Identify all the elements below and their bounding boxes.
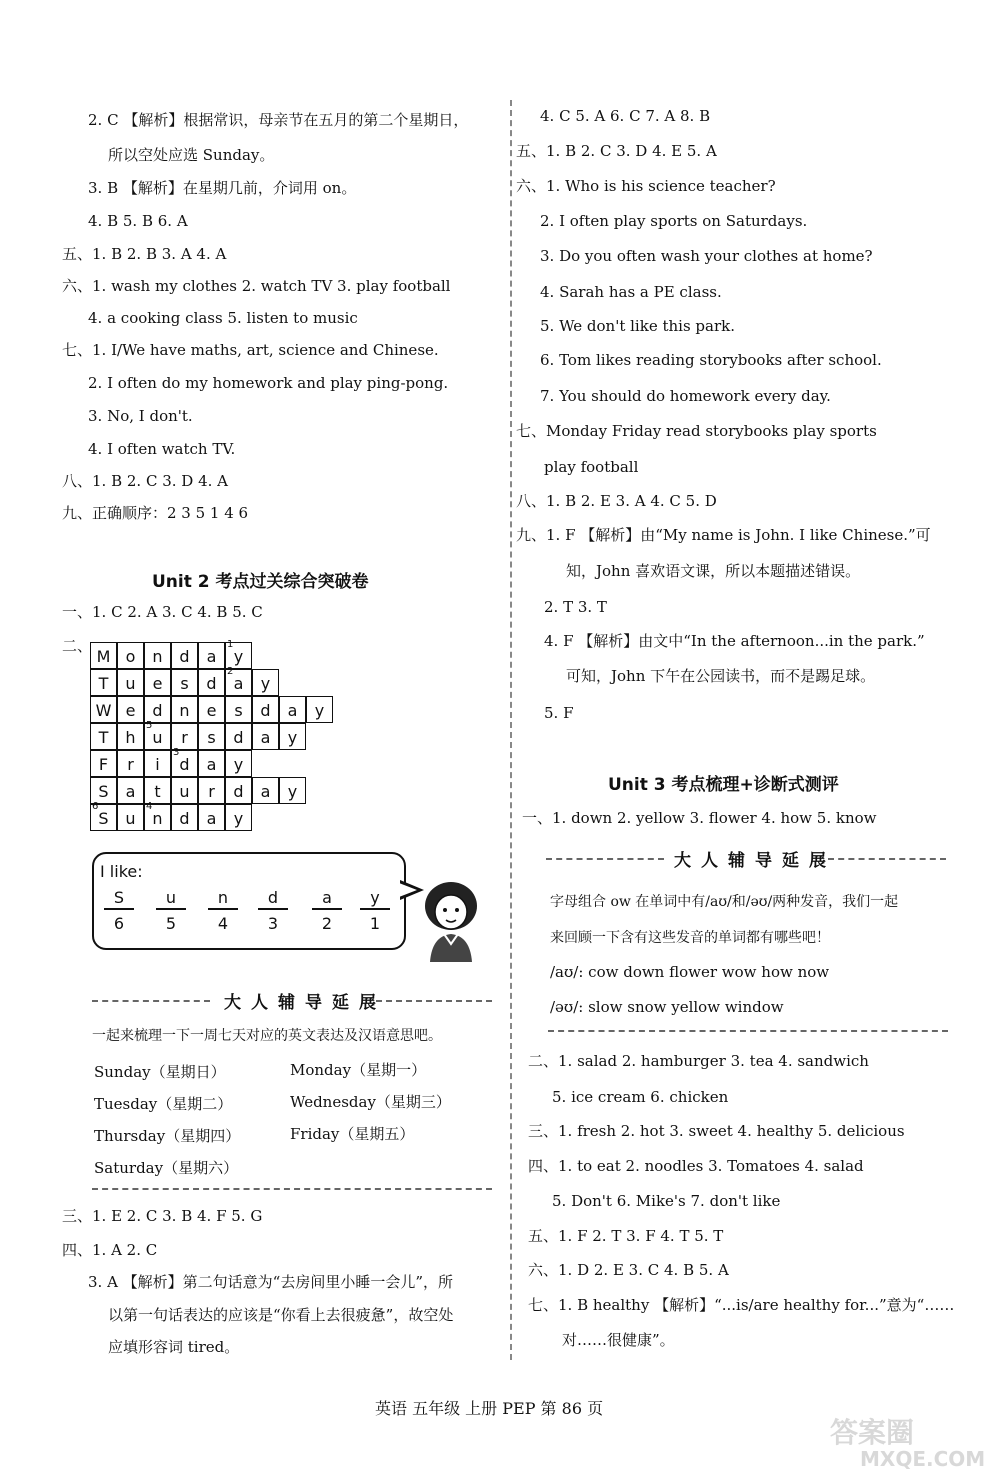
crossword-cell xyxy=(90,723,117,750)
bubble-letter: a xyxy=(312,888,342,910)
crossword-cell xyxy=(225,639,252,669)
answer-line: 八、1. B 2. C 3. D 4. A xyxy=(62,472,228,490)
crossword-cell xyxy=(117,696,144,723)
crossword-cell xyxy=(225,696,252,723)
cell-letter: y xyxy=(287,782,298,801)
extension-text: 字母组合 ow 在单词中有/aʊ/和/əʊ/两种发音，我们一起 xyxy=(550,894,899,910)
cell-letter: d xyxy=(233,782,244,801)
cell-number: 5 xyxy=(146,720,153,731)
answer-line: 5. ice cream 6. chicken xyxy=(552,1088,729,1106)
answer-line: 4. B 5. B 6. A xyxy=(88,212,188,230)
cell-letter: d xyxy=(260,701,271,720)
crossword-cell xyxy=(171,804,198,831)
cell-letter: a xyxy=(233,674,244,693)
crossword-cell xyxy=(225,750,252,777)
cell-letter: r xyxy=(208,782,215,801)
cell-letter: F xyxy=(98,755,109,774)
crossword-cell xyxy=(144,696,171,723)
crossword-cell xyxy=(90,777,117,804)
crossword-cell xyxy=(252,723,279,750)
crossword-cell xyxy=(117,750,144,777)
page-footer: 英语 五年级 上册 PEP 第 86 页 xyxy=(375,1399,604,1418)
cell-letter: S xyxy=(98,809,109,828)
cell-letter: S xyxy=(98,782,109,801)
cell-letter: a xyxy=(206,647,217,666)
answer-line: 二、1. salad 2. hamburger 3. tea 4. sandwich xyxy=(528,1052,869,1070)
day-item: Monday（星期一） xyxy=(290,1061,427,1079)
answer-line: 4. F 【解析】由文中“In the afternoon...in the park.” xyxy=(544,632,925,650)
crossword-cell xyxy=(144,777,171,804)
answer-line: 一、1. C 2. A 3. C 4. B 5. C xyxy=(62,603,263,621)
cell-letter: y xyxy=(287,728,298,747)
crossword-cell xyxy=(117,804,144,831)
cell-letter: y xyxy=(260,674,271,693)
cell-letter: u xyxy=(125,674,136,693)
svg-text:答案圈: 答案圈 xyxy=(830,1416,915,1449)
extension-header xyxy=(92,988,492,1014)
day-item: Wednesday（星期三） xyxy=(290,1093,451,1111)
crossword-cell xyxy=(171,669,198,696)
crossword-cell xyxy=(279,696,306,723)
answer-line: 3. No, I don't. xyxy=(88,407,193,425)
crossword-cell xyxy=(144,750,171,777)
cell-letter: y xyxy=(314,701,325,720)
cell-letter: r xyxy=(181,728,188,747)
bubble-title: I like: xyxy=(100,862,143,881)
cell-letter: y xyxy=(233,647,244,666)
crossword-cell xyxy=(198,669,225,696)
extension-title: 大人辅导延展 xyxy=(224,993,386,1013)
answer-line: 六、1. wash my clothes 2. watch TV 3. play football xyxy=(62,277,451,295)
crossword-cell xyxy=(225,666,252,696)
answer-line: 4. C 5. A 6. C 7. A 8. B xyxy=(540,107,711,125)
crossword-cell xyxy=(252,696,279,723)
crossword-cell xyxy=(171,777,198,804)
crossword-cell xyxy=(90,750,117,777)
crossword-cell xyxy=(306,696,333,723)
answer-line: 七、Monday Friday read storybooks play sports xyxy=(516,422,877,440)
crossword-cell xyxy=(279,723,306,750)
answer-line: 六、1. D 2. E 3. C 4. B 5. A xyxy=(528,1261,729,1279)
answer-line: 对……很健康”。 xyxy=(562,1331,675,1349)
cell-number: 2 xyxy=(227,666,234,677)
answer-line: 5. Don't 6. Mike's 7. don't like xyxy=(552,1192,781,1210)
bubble-letter: S xyxy=(104,888,134,910)
day-item: Sunday（星期日） xyxy=(94,1063,226,1081)
bubble-number: 6 xyxy=(113,914,125,933)
crossword-cell xyxy=(225,723,252,750)
crossword-cell xyxy=(198,750,225,777)
bubble-number: 5 xyxy=(165,914,177,933)
answer-line: 七、1. B healthy 【解析】“...is/are healthy for...”意为“…… xyxy=(528,1296,955,1314)
crossword-cell xyxy=(198,642,225,669)
cell-letter: T xyxy=(98,674,109,693)
cell-letter: T xyxy=(98,728,109,747)
cell-letter: d xyxy=(152,701,163,720)
bubble-number: 4 xyxy=(217,914,229,933)
answer-line: 五、1. B 2. B 3. A 4. A xyxy=(62,245,227,263)
cell-letter: n xyxy=(152,647,163,666)
cell-letter: u xyxy=(179,782,190,801)
cell-letter: u xyxy=(152,728,163,747)
dashed-rule xyxy=(828,858,946,860)
child-avatar-icon xyxy=(420,880,482,962)
extension-text: 来回顾一下含有这些发音的单词都有哪些吧！ xyxy=(550,930,830,946)
answer-line: 所以空处应选 Sunday。 xyxy=(108,146,275,164)
answer-line: 2. I often do my homework and play ping-pong. xyxy=(88,374,449,392)
cell-letter: a xyxy=(260,728,271,747)
crossword-cell xyxy=(171,696,198,723)
crossword-cell xyxy=(117,642,144,669)
cell-letter: n xyxy=(179,701,190,720)
answer-line: 5. F xyxy=(544,704,574,722)
crossword-cell xyxy=(144,669,171,696)
dashed-rule xyxy=(376,1000,492,1002)
answer-line: 2. C 【解析】根据常识，母亲节在五月的第二个星期日， xyxy=(88,111,469,129)
crossword-cell xyxy=(90,669,117,696)
answer-line: 四、1. A 2. C xyxy=(62,1241,158,1259)
cell-letter: e xyxy=(125,701,136,720)
crossword-cell xyxy=(279,777,306,804)
cell-letter: y xyxy=(233,755,244,774)
dashed-rule xyxy=(546,858,664,860)
cell-letter: d xyxy=(206,674,217,693)
crossword-cell xyxy=(225,804,252,831)
cell-letter: t xyxy=(154,782,161,801)
answer-line: 4. Sarah has a PE class. xyxy=(540,283,722,301)
cell-letter: o xyxy=(125,647,136,666)
cell-number: 1 xyxy=(227,639,234,650)
cell-letter: d xyxy=(179,809,190,828)
answer-line: 5. We don't like this park. xyxy=(540,317,735,335)
crossword-cell xyxy=(198,723,225,750)
cell-letter: d xyxy=(179,647,190,666)
crossword-cell xyxy=(171,723,198,750)
crossword-cell xyxy=(90,696,117,723)
answer-line: 九、1. F 【解析】由“My name is John. I like Chinese.”可 xyxy=(516,526,931,544)
answer-line: 九、正确顺序：2 3 5 1 4 6 xyxy=(62,504,249,522)
cell-letter: n xyxy=(152,809,163,828)
bubble-letter-slot xyxy=(258,888,288,934)
bubble-number: 1 xyxy=(369,914,381,933)
bubble-letter-slot xyxy=(208,888,238,934)
extension-text: /əʊ/: slow snow yellow window xyxy=(550,998,784,1016)
unit-2-title: Unit 2 考点过关综合突破卷 xyxy=(152,572,369,592)
cell-letter: r xyxy=(127,755,134,774)
svg-text:MXQE.COM: MXQE.COM xyxy=(860,1447,986,1470)
extension-intro: 一起来梳理一下一周七天对应的英文表达及汉语意思吧。 xyxy=(92,1028,442,1044)
crossword-cell xyxy=(225,777,252,804)
cell-letter: y xyxy=(233,809,244,828)
cell-letter: d xyxy=(233,728,244,747)
answer-line: 五、1. B 2. C 3. D 4. E 5. A xyxy=(516,142,717,160)
cell-letter: a xyxy=(206,809,217,828)
cell-letter: d xyxy=(179,755,190,774)
day-item: Thursday（星期四） xyxy=(94,1127,241,1145)
answer-line: 4. a cooking class 5. listen to music xyxy=(88,309,358,327)
cell-letter: i xyxy=(155,755,160,774)
cell-letter: h xyxy=(125,728,136,747)
bubble-letter: d xyxy=(258,888,288,910)
answer-line: 2. T 3. T xyxy=(544,598,607,616)
bubble-letter-slot xyxy=(312,888,342,934)
crossword-cell xyxy=(144,720,171,750)
crossword-cell xyxy=(198,777,225,804)
cell-letter: s xyxy=(207,728,216,747)
cell-number: 6 xyxy=(92,801,99,812)
cell-letter: e xyxy=(152,674,163,693)
bubble-letter-slot xyxy=(360,888,390,934)
answer-line: 7. You should do homework every day. xyxy=(540,387,831,405)
extension-header xyxy=(546,846,946,872)
bubble-number: 2 xyxy=(321,914,333,933)
answer-line: 三、1. E 2. C 3. B 4. F 5. G xyxy=(62,1207,263,1225)
answer-line: 五、1. F 2. T 3. F 4. T 5. T xyxy=(528,1227,724,1245)
unit-3-title: Unit 3 考点梳理+诊断式测评 xyxy=(608,775,839,795)
answer-line: 知，John 喜欢语文课，所以本题描述错误。 xyxy=(566,562,861,580)
dashed-rule xyxy=(548,1030,948,1032)
day-item: Friday（星期五） xyxy=(290,1125,415,1143)
answer-line: 应填形容词 tired。 xyxy=(108,1338,240,1356)
crossword-cell xyxy=(117,723,144,750)
cell-letter: W xyxy=(95,701,112,720)
crossword-cell xyxy=(90,801,117,831)
crossword-cell xyxy=(198,696,225,723)
crossword-cell xyxy=(171,642,198,669)
answer-line: 6. Tom likes reading storybooks after school. xyxy=(540,351,882,369)
answer-line: 七、1. I/We have maths, art, science and Chinese. xyxy=(62,341,439,359)
cell-letter: s xyxy=(180,674,189,693)
crossword-cell xyxy=(171,747,198,777)
answer-line: 六、1. Who is his science teacher? xyxy=(516,177,776,195)
answer-line: 八、1. B 2. E 3. A 4. C 5. D xyxy=(516,492,717,510)
dashed-rule xyxy=(92,1000,210,1002)
bubble-letter-slot xyxy=(104,888,134,934)
crossword-cell xyxy=(198,804,225,831)
cell-letter: e xyxy=(206,701,217,720)
watermark-logo xyxy=(820,1410,1000,1470)
answer-line: play football xyxy=(544,458,639,476)
extension-title: 大人辅导延展 xyxy=(674,851,836,871)
cell-letter: u xyxy=(125,809,136,828)
day-item: Saturday（星期六） xyxy=(94,1159,239,1177)
cell-letter: M xyxy=(96,647,111,666)
answer-line: 4. I often watch TV. xyxy=(88,440,236,458)
crossword-cell xyxy=(252,669,279,696)
crossword-cell xyxy=(144,801,171,831)
bubble-number: 3 xyxy=(267,914,279,933)
cell-letter: s xyxy=(234,701,243,720)
cell-letter: a xyxy=(260,782,271,801)
cell-letter: a xyxy=(206,755,217,774)
answer-line: 以第一句话表达的应该是“你看上去很疲惫”，故空处 xyxy=(108,1306,454,1324)
answer-line: 可知，John 下午在公园读书，而不是踢足球。 xyxy=(566,667,876,685)
bubble-letter: u xyxy=(156,888,186,910)
answer-line: 三、1. fresh 2. hot 3. sweet 4. healthy 5. delicious xyxy=(528,1122,905,1140)
crossword-cell xyxy=(117,777,144,804)
cell-letter: a xyxy=(125,782,136,801)
cell-letter: a xyxy=(287,701,298,720)
crossword-cell xyxy=(252,777,279,804)
crossword-cell xyxy=(90,642,117,669)
extension-text: /aʊ/: cow down flower wow how now xyxy=(550,963,830,981)
answer-line: 3. B 【解析】在星期几前，介词用 on。 xyxy=(88,179,357,197)
bubble-letter-slot xyxy=(156,888,186,934)
cell-number: 3 xyxy=(173,747,180,758)
answer-line: 一、1. down 2. yellow 3. flower 4. how 5. know xyxy=(522,809,877,827)
bubble-letter: n xyxy=(208,888,238,910)
speech-bubble-tail-inner xyxy=(399,883,417,897)
answer-line: 3. Do you often wash your clothes at home? xyxy=(540,247,873,265)
section-label: 二、 xyxy=(62,637,93,655)
crossword-cell xyxy=(144,642,171,669)
answer-line: 四、1. to eat 2. noodles 3. Tomatoes 4. salad xyxy=(528,1157,864,1175)
column-divider xyxy=(510,100,512,1360)
answer-line: 3. A 【解析】第二句话意为“去房间里小睡一会儿”，所 xyxy=(88,1273,454,1291)
day-item: Tuesday（星期二） xyxy=(94,1095,233,1113)
dashed-rule xyxy=(92,1188,492,1190)
answer-line: 2. I often play sports on Saturdays. xyxy=(540,212,808,230)
cell-number: 4 xyxy=(146,801,153,812)
crossword-cell xyxy=(117,669,144,696)
bubble-letter: y xyxy=(360,888,390,910)
